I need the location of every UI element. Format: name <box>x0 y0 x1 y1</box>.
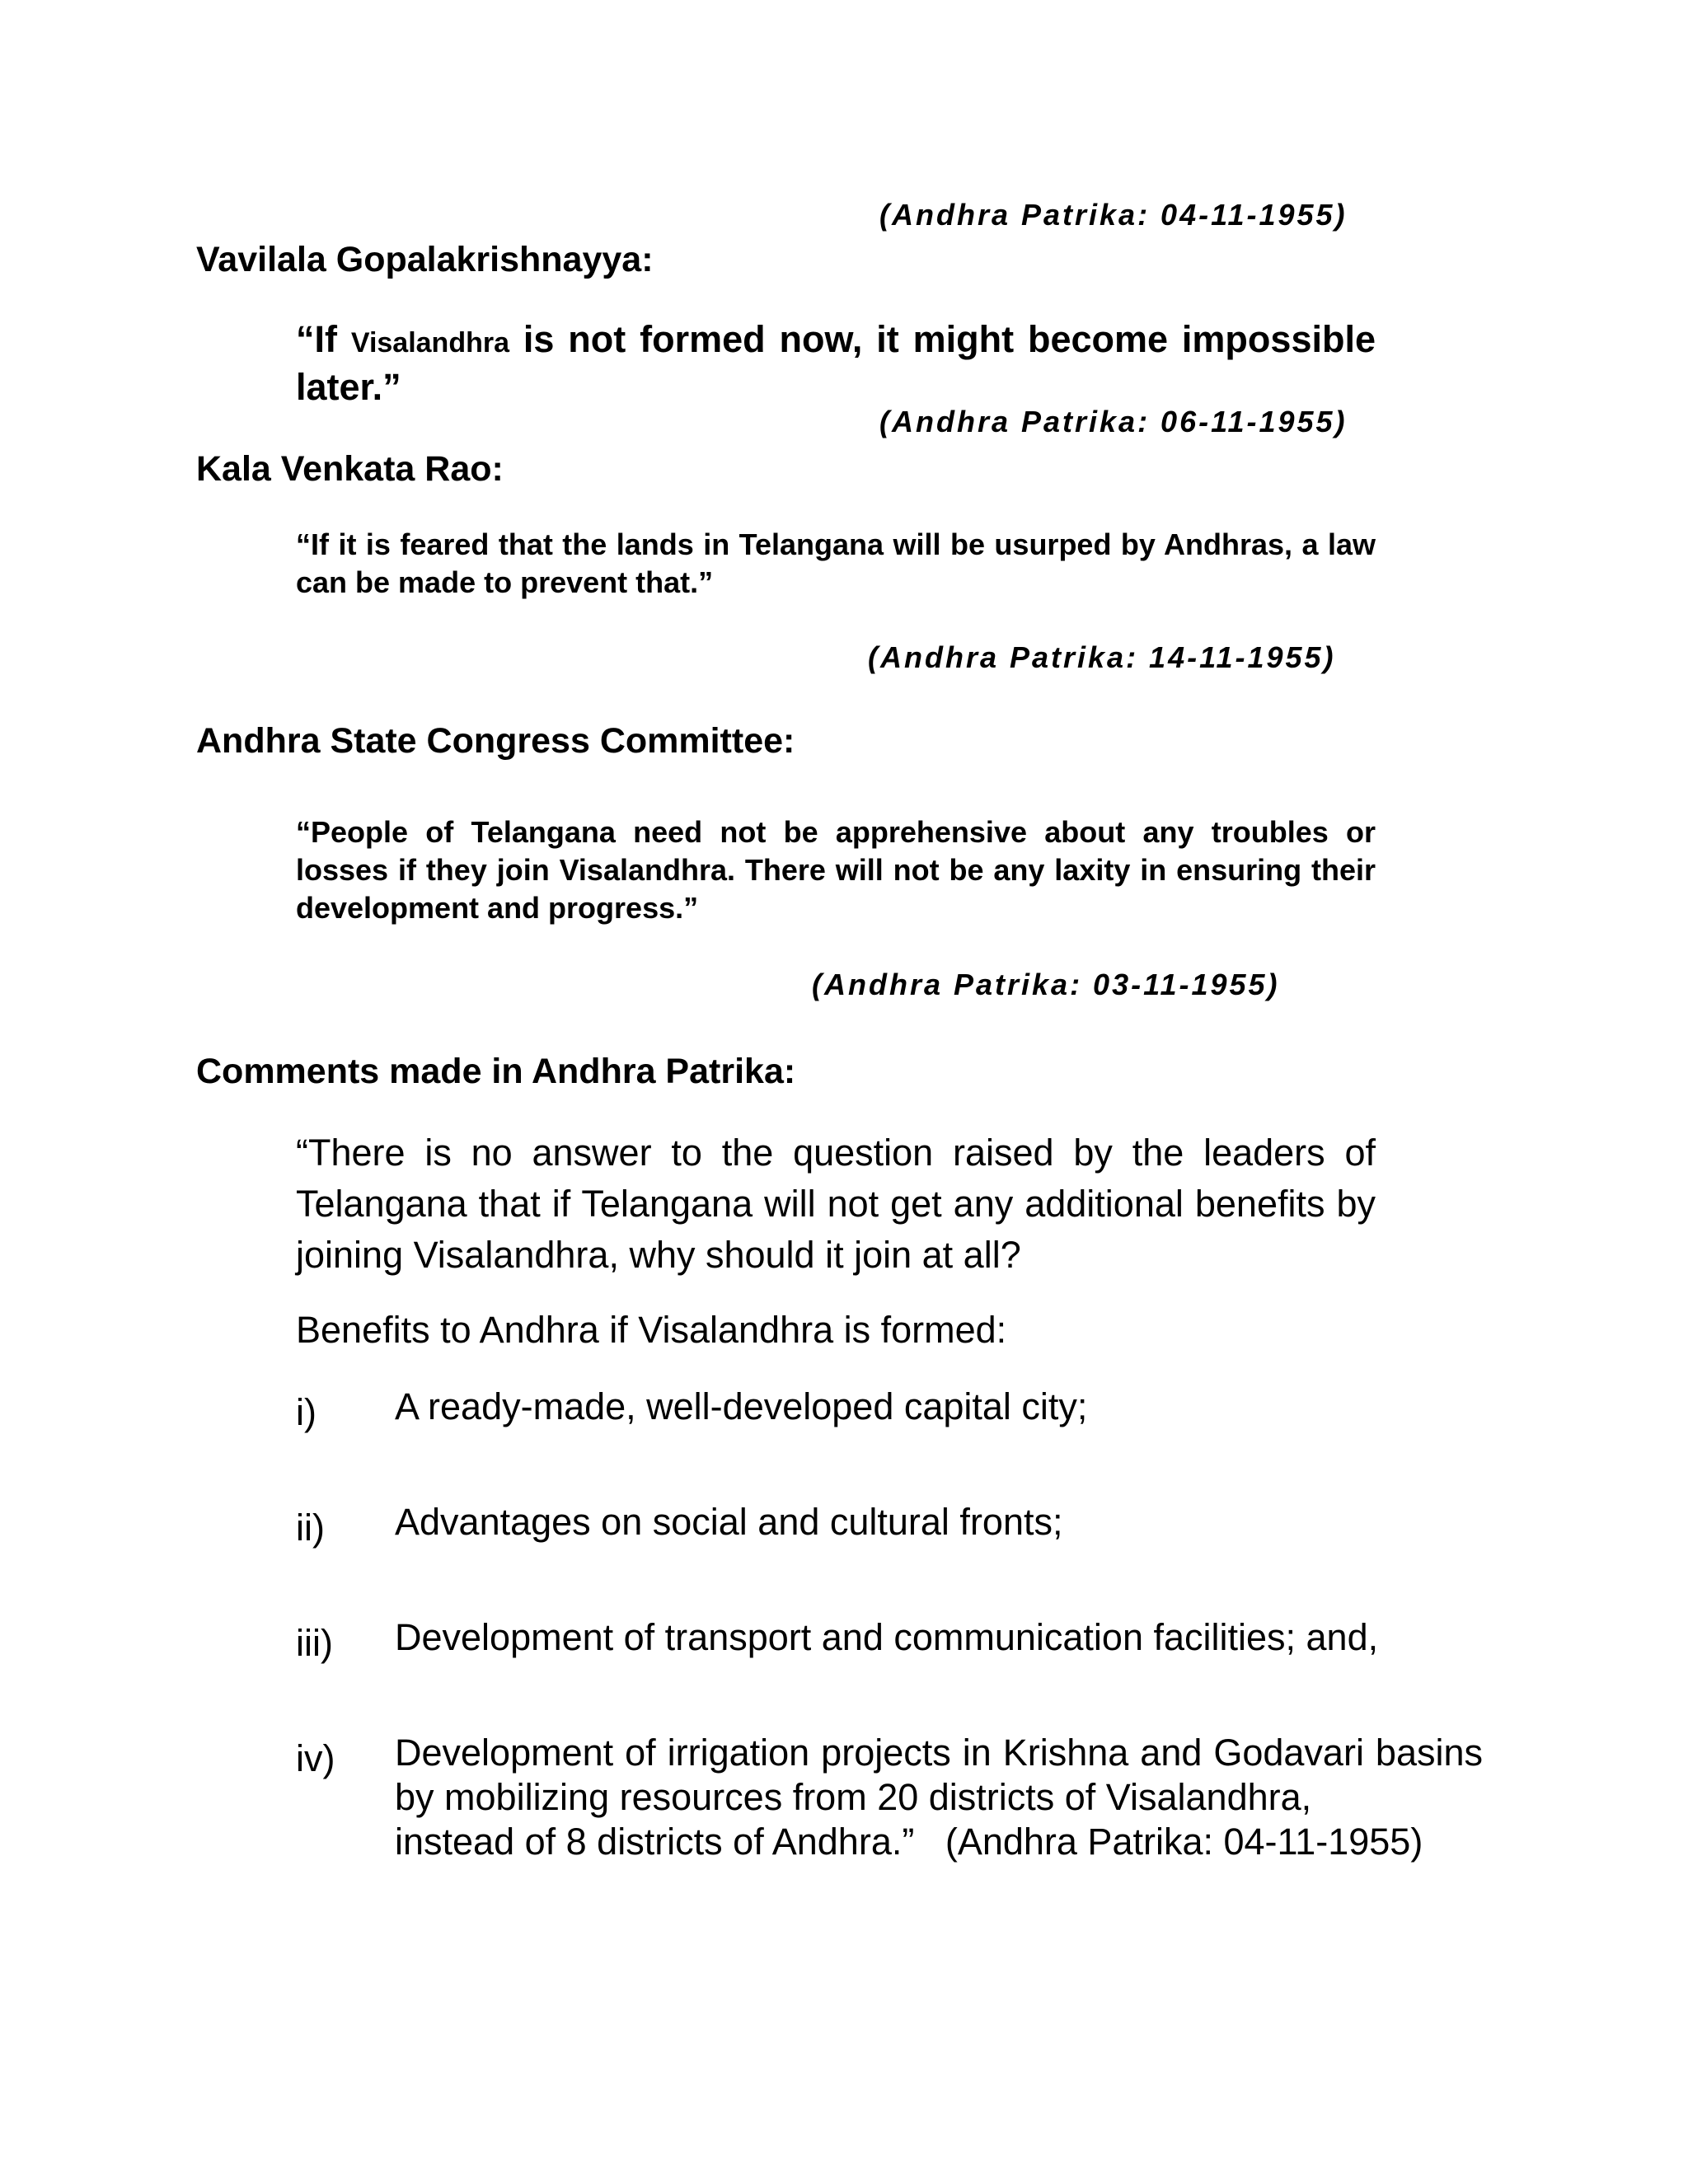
list-item-text: Development of irrigation projects in Krishna and Godavari basins by mobilizing resources from 20 districts of Visalandhra, <box>395 1732 1483 1818</box>
citation-1: (Andhra Patrika: 04-11-1955) <box>879 198 1348 232</box>
list-item-num: i) <box>296 1391 316 1433</box>
benefits-intro: Benefits to Andhra if Visalandhra is formed: <box>296 1309 1007 1351</box>
heading-comments: Comments made in Andhra Patrika: <box>196 1052 796 1091</box>
quote-congress: “People of Telangana need not be apprehensive about any troubles or losses if they join Visalandhra. There will not be any laxity in ensuring their development and progress.” <box>296 815 1376 925</box>
list-item-num: iv) <box>296 1737 335 1779</box>
quote-kala: “If it is feared that the lands in Telangana will be usurped by Andhras, a law can be made to prevent that.” <box>296 527 1376 599</box>
citation-2: (Andhra Patrika: 06-11-1955) <box>879 405 1348 438</box>
quote-vavilala-small-word: Visalandhra <box>350 327 510 359</box>
citation-3: (Andhra Patrika: 14-11-1955) <box>868 640 1336 674</box>
heading-congress: Andhra State Congress Committee: <box>196 721 795 761</box>
list-item-text: Advantages on social and cultural fronts; <box>395 1501 1063 1543</box>
comments-paragraph: “There is no answer to the question raised by the leaders of Telangana that if Telangana will not get any additional benefits by joining Visalandhra, why should it join at all? <box>296 1132 1376 1276</box>
quote-vavilala <box>296 317 1376 410</box>
heading-kala: Kala Venkata Rao: <box>196 449 504 489</box>
list-item-num: ii) <box>296 1507 325 1549</box>
list-item-num: iii) <box>296 1622 333 1664</box>
citation-4: (Andhra Patrika: 03-11-1955) <box>812 968 1280 1001</box>
list-item-text: Development of transport and communication facilities; and, <box>395 1616 1379 1658</box>
quote-vavilala-open: “If <box>296 318 351 360</box>
heading-vavilala: Vavilala Gopalakrishnayya: <box>196 240 654 279</box>
list-item-text-last-line: instead of 8 districts of Andhra.” (Andhra Patrika: 04-11-1955) <box>395 1821 1423 1863</box>
list-item-text: A ready-made, well-developed capital city; <box>395 1385 1088 1427</box>
quote-vavilala-rest: is not formed now, it might become impossible later.” <box>296 318 1376 408</box>
